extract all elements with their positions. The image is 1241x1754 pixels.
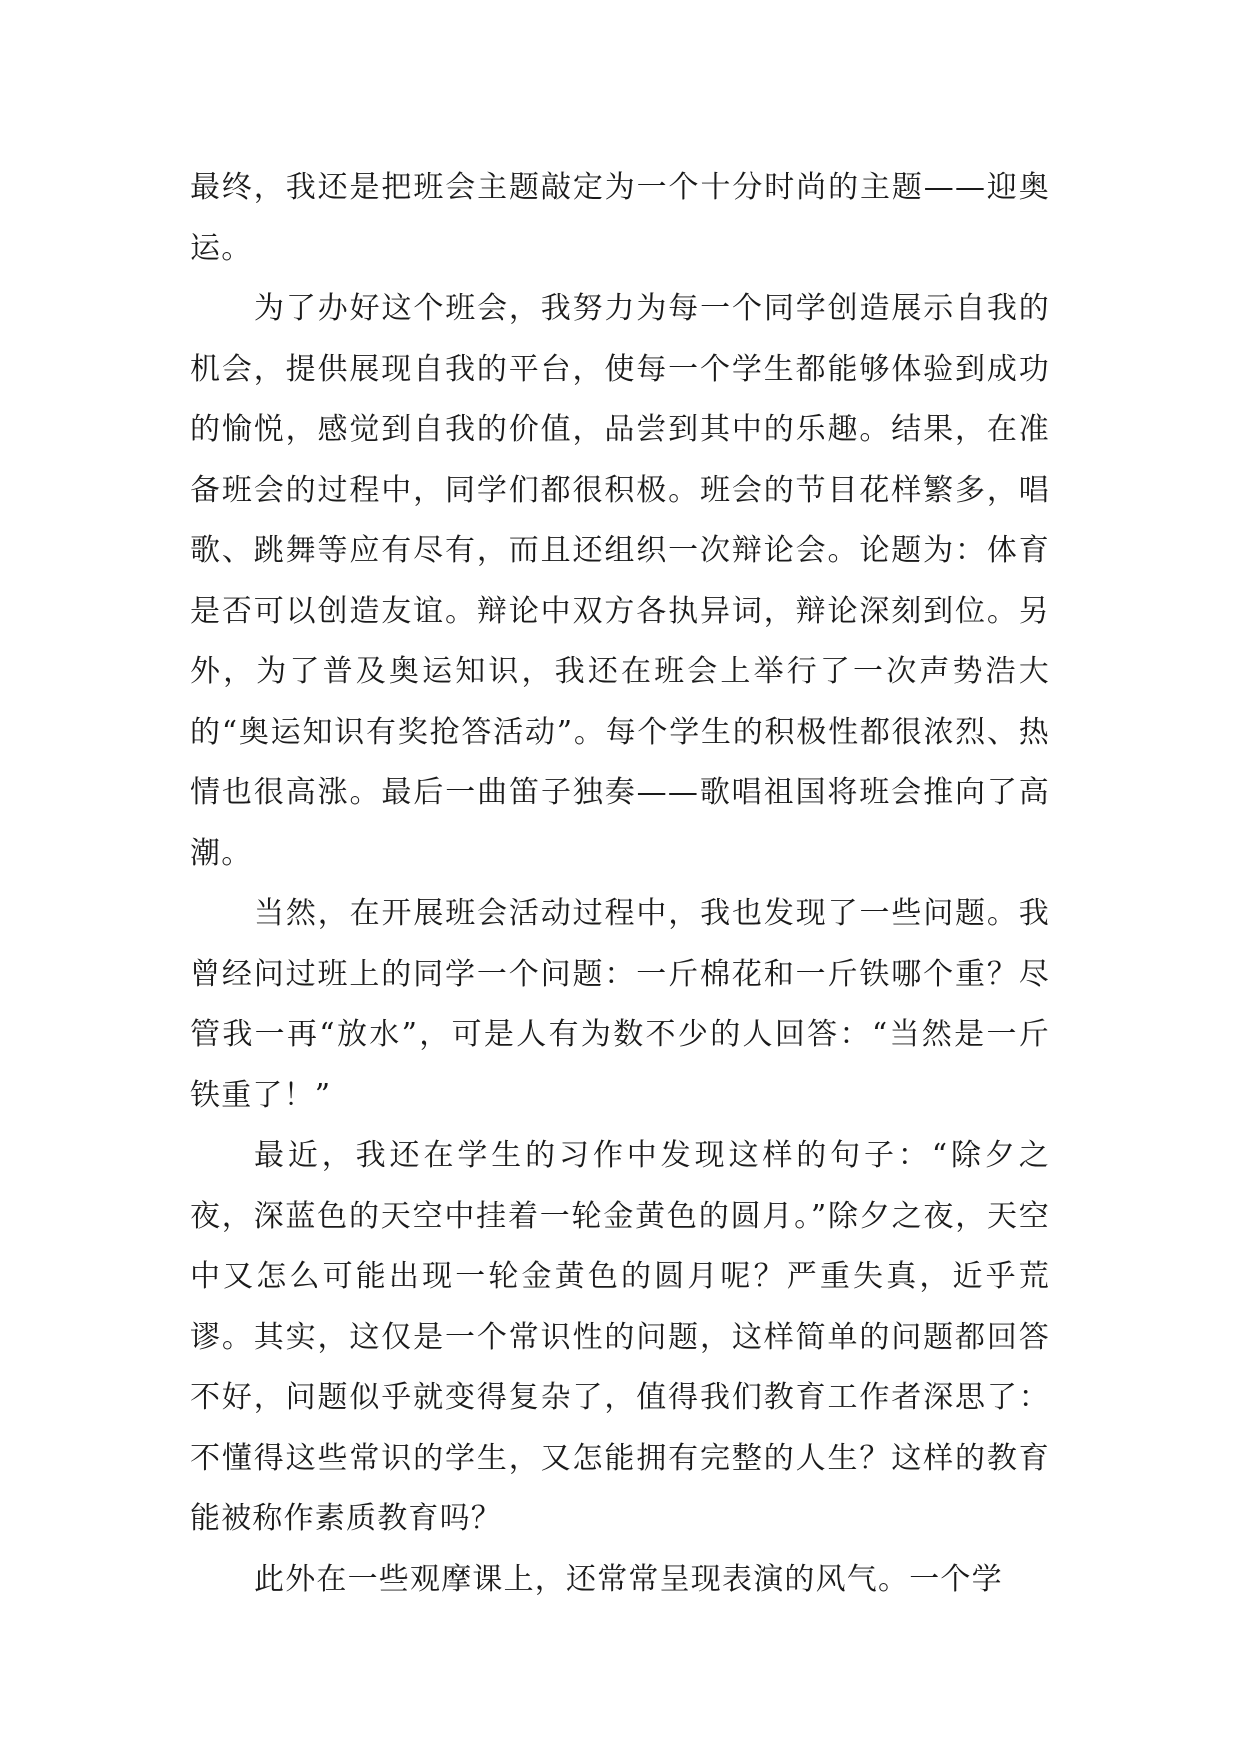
paragraph-3: 当然，在开展班会活动过程中，我也发现了一些问题。我曾经问过班上的同学一个问题：一斤棉花和一斤铁哪个重？尽管我一再“放水”，可是人有为数不少的人回答：“当然是一斤铁重了！”	[190, 896, 1050, 1113]
paragraph-5: 此外在一些观摩课上，还常常呈现表演的风气。一个学	[254, 1561, 1003, 1597]
paragraph-1: 最终，我还是把班会主题敲定为一个十分时尚的主题——迎奥运。	[190, 170, 1050, 266]
document-body	[190, 158, 1050, 1610]
paragraph-2: 为了办好这个班会，我努力为每一个同学创造展示自我的机会，提供展现自我的平台，使每一个学生都能够体验到成功的愉悦，感觉到自我的价值，品尝到其中的乐趣。结果，在准备班会的过程中，同学们都很积极。班会的节目花样繁多，唱歌、跳舞等应有尽有，而且还组织一次辩论会。论题为：体育是否可以创造友谊。辩论中双方各执异词，辩论深刻到位。另外，为了普及奥运知识，我还在班会上举行了一次声势浩大的“奥运知识有奖抢答活动”。每个学生的积极性都很浓烈、热情也很高涨。最后一曲笛子独奏——歌唱祖国将班会推向了高潮。	[190, 291, 1050, 871]
paragraph-4: 最近，我还在学生的习作中发现这样的句子：“除夕之夜，深蓝色的天空中挂着一轮金黄色的圆月。”除夕之夜，天空中又怎么可能出现一轮金黄色的圆月呢？严重失真，近乎荒谬。其实，这仅是一个常识性的问题，这样简单的问题都回答不好，问题似乎就变得复杂了，值得我们教育工作者深思了：不懂得这些常识的学生，又怎能拥有完整的人生？这样的教育能被称作素质教育吗？	[190, 1138, 1050, 1536]
